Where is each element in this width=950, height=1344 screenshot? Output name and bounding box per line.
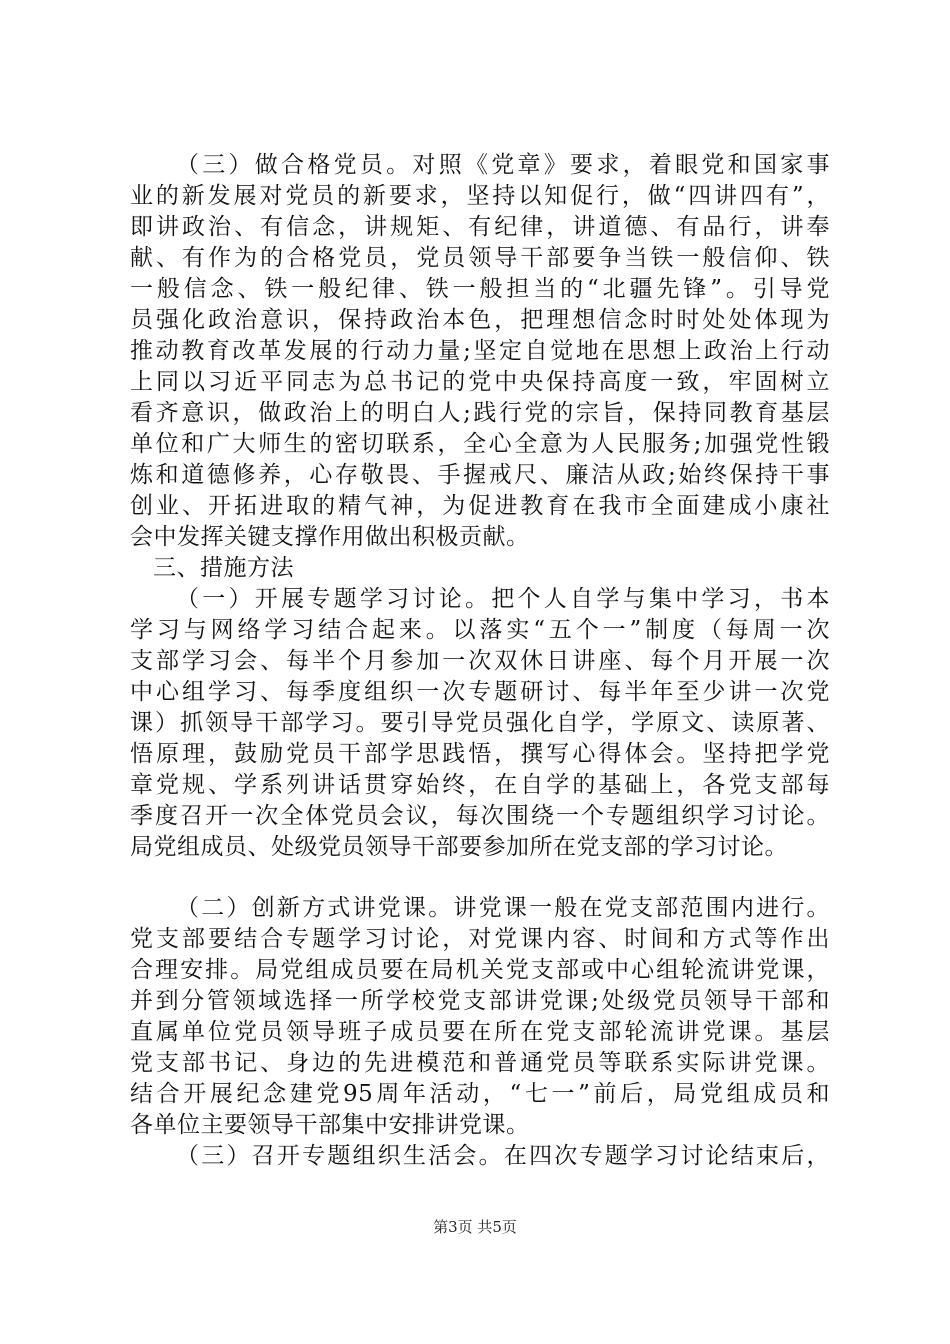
text-line: 单位和广大师生的密切联系，全心全意为人民服务;加强党性锻 xyxy=(130,431,830,457)
document-body xyxy=(130,150,830,1172)
text-line: 一般信念、铁一般纪律、铁一般担当的“北疆先锋”。引导党 xyxy=(130,276,830,302)
text-line: 献、有作为的合格党员，党员领导干部要争当铁一般信仰、铁 xyxy=(130,245,830,271)
text-line: 推动教育改革发展的行动力量;坚定自觉地在思想上政治上行动 xyxy=(130,338,830,364)
text-line: 季度召开一次全体党员会议，每次围绕一个专题组织学习讨论。 xyxy=(130,803,830,829)
text-line: 炼和道德修养，心存敬畏、手握戒尺、廉洁从政;始终保持干事 xyxy=(130,462,830,488)
paragraph-party-lectures xyxy=(130,893,830,1141)
text-line: 员强化政治意识，保持政治本色，把理想信念时时处处体现为 xyxy=(130,307,830,333)
paragraph-spacer xyxy=(130,863,830,893)
section-heading-measures xyxy=(130,553,830,584)
text-line: （三）做合格党员。对照《党章》要求，着眼党和国家事 xyxy=(176,152,830,178)
paragraph-qualified-members xyxy=(130,150,830,553)
paragraph-study-discussion xyxy=(130,584,830,863)
text-line: 课）抓领导干部学习。要引导党员强化自学，学原文、读原著、 xyxy=(130,710,830,736)
text-line: 党支部要结合专题学习讨论，对党课内容、时间和方式等作出 xyxy=(130,926,830,952)
section-heading: 三、措施方法 xyxy=(153,555,294,581)
text-line: 中心组学习、每季度组织一次专题研讨、每半年至少讲一次党 xyxy=(130,679,830,705)
text-line: （三）召开专题组织生活会。在四次专题学习讨论结束后， xyxy=(176,1143,830,1169)
text-line: 章党规、学系列讲话贯穿始终，在自学的基础上，各党支部每 xyxy=(130,772,830,798)
text-line: 业的新发展对党员的新要求，坚持以知促行，做“四讲四有”， xyxy=(130,183,830,209)
page-number-footer: 第3页 共5页 xyxy=(433,1218,517,1236)
text-line: 并到分管领域选择一所学校党支部讲党课;处级党员领导干部和 xyxy=(130,988,830,1014)
text-line: 悟原理，鼓励党员干部学思践悟，撰写心得体会。坚持把学党 xyxy=(130,741,830,767)
text-line: （一）开展专题学习讨论。把个人自学与集中学习，书本 xyxy=(176,586,830,612)
text-line: 学习与网络学习结合起来。以落实“五个一”制度（每周一次 xyxy=(130,617,830,643)
text-line: 结合开展纪念建党95周年活动，“七一”前后，局党组成员和 xyxy=(130,1081,830,1107)
text-line: 创业、开拓进取的精气神，为促进教育在我市全面建成小康社 xyxy=(130,493,830,519)
text-line: 局党组成员、处级党员领导干部要参加所在党支部的学习讨论。 xyxy=(130,834,788,860)
text-line: 看齐意识，做政治上的明白人;践行党的宗旨，保持同教育基层 xyxy=(130,400,830,426)
text-line: 支部学习会、每半个月参加一次双休日讲座、每个月开展一次 xyxy=(130,648,830,674)
text-line: 上同以习近平同志为总书记的党中央保持高度一致，牢固树立 xyxy=(130,369,830,395)
text-line: （二）创新方式讲党课。讲党课一般在党支部范围内进行。 xyxy=(176,895,830,921)
text-line: 党支部书记、身边的先进模范和普通党员等联系实际讲党课。 xyxy=(130,1050,830,1076)
text-line: 即讲政治、有信念，讲规矩、有纪律，讲道德、有品行，讲奉 xyxy=(130,214,830,240)
text-line: 会中发挥关键支撑作用做出积极贡献。 xyxy=(130,524,530,550)
paragraph-organizational-meeting xyxy=(130,1141,830,1172)
text-line: 直属单位党员领导班子成员要在所在党支部轮流讲党课。基层 xyxy=(130,1019,830,1045)
text-line: 合理安排。局党组成员要在局机关党支部或中心组轮流讲党课， xyxy=(130,957,830,983)
text-line: 各单位主要领导干部集中安排讲党课。 xyxy=(130,1112,530,1138)
